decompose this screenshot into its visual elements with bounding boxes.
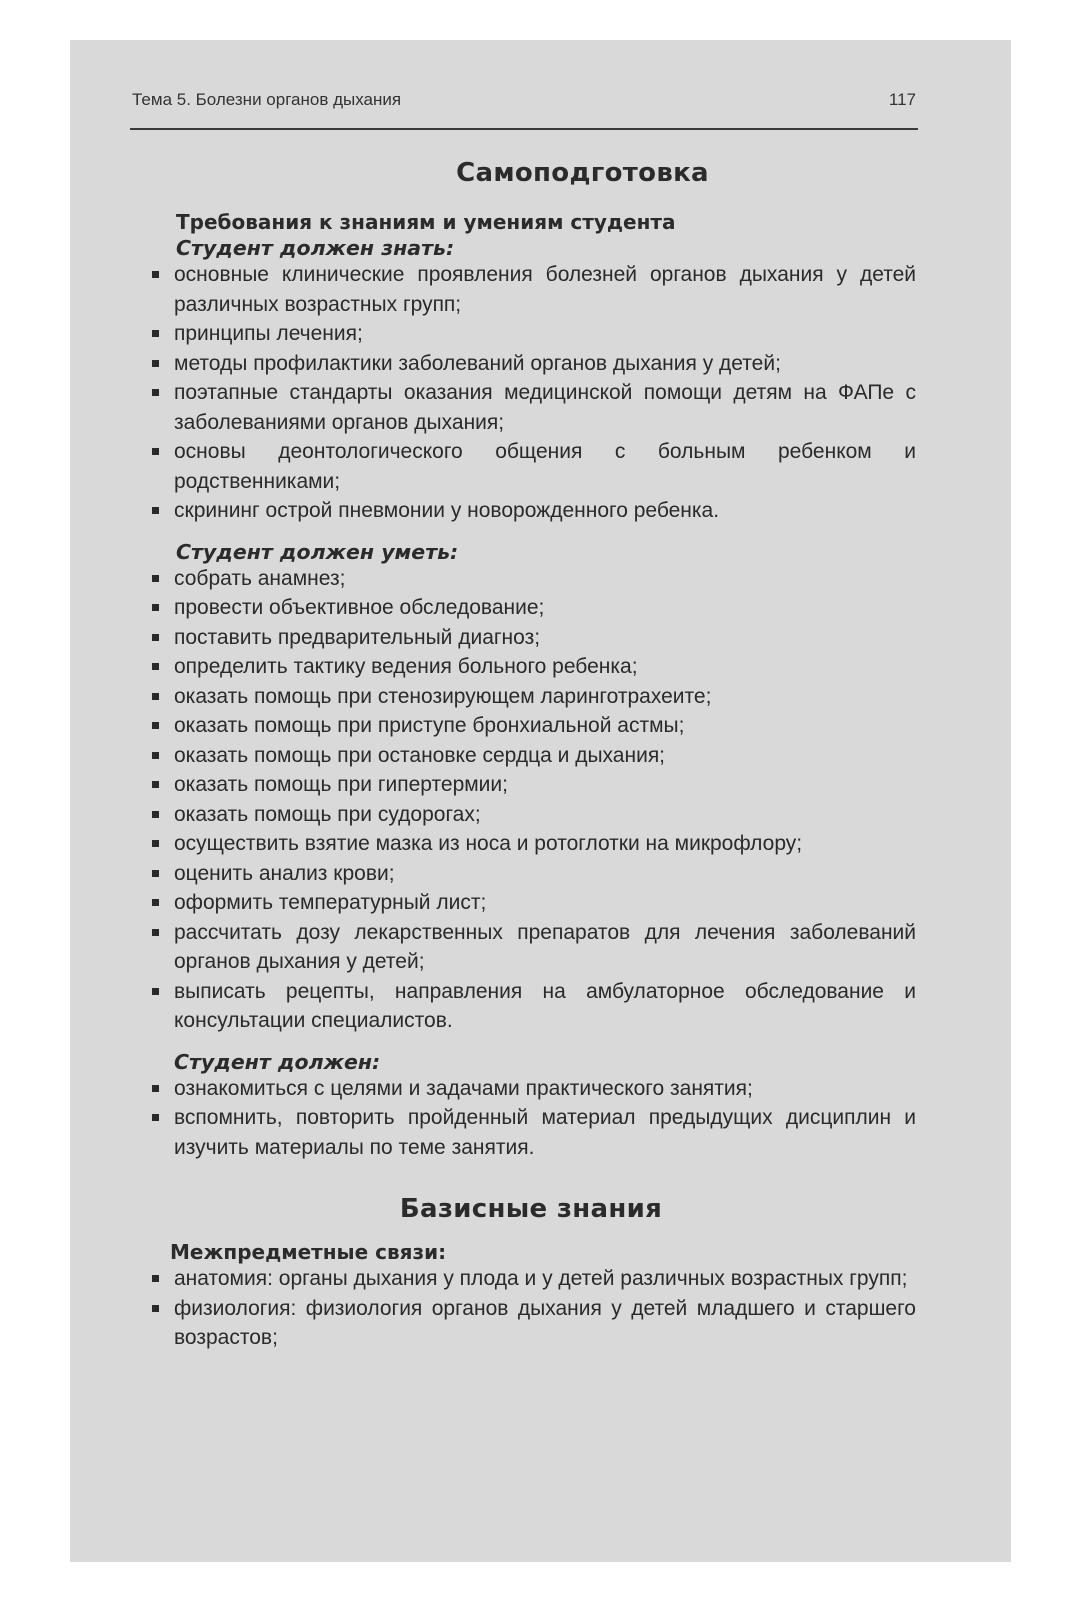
bullet-icon <box>152 604 159 611</box>
list-item-text: основы деонтологического общения с больным ребенком и родственниками; <box>174 440 916 493</box>
list-item <box>146 770 916 800</box>
list-item <box>146 1103 916 1162</box>
requirements-block <box>146 210 916 1353</box>
bullet-icon <box>152 1114 159 1121</box>
list-item-text: оказать помощь при гипертермии; <box>174 773 508 796</box>
list-item-text: оказать помощь при судорогах; <box>174 802 481 826</box>
requirements-subtitle: Требования к знаниям и умениям студента <box>176 210 676 234</box>
bullet-icon <box>152 722 159 729</box>
bullet-icon <box>152 1085 159 1092</box>
list-item <box>146 319 916 349</box>
list-item-text: принципы лечения; <box>174 322 363 345</box>
list-item <box>146 977 916 1036</box>
scanned-page <box>70 40 1011 1562</box>
list-item-text: анатомия: органы дыхания у плода и у детей различных возрастных групп; <box>174 1267 908 1290</box>
list-item-text: оказать помощь при остановке сердца и дыхания; <box>174 743 666 767</box>
list-item-text: выписать рецепты, направления на амбулаторное обследование и консультации специалистов. <box>174 979 916 1032</box>
interdisciplinary-list <box>146 1264 916 1353</box>
list-item <box>146 1294 916 1353</box>
list-item <box>146 652 916 682</box>
list-item <box>146 918 916 977</box>
running-header <box>132 90 916 116</box>
page-number: 117 <box>888 90 916 109</box>
list-item <box>146 564 916 594</box>
list-item <box>146 496 916 526</box>
list-item-text: осуществить взятие мазка из носа и ротоглотки на микрофлору; <box>174 832 803 855</box>
list-item <box>146 593 916 623</box>
list-item-text: провести объективное обследование; <box>174 596 545 619</box>
bullet-icon <box>152 929 159 936</box>
list-item <box>146 378 916 437</box>
list-item-text: ознакомиться с целями и задачами практического занятия; <box>174 1076 753 1100</box>
list-item <box>146 682 916 712</box>
know-list <box>146 260 916 526</box>
list-item-text: методы профилактики заболеваний органов дыхания у детей; <box>174 351 781 375</box>
list-item-text: определить тактику ведения больного ребенка; <box>174 655 638 678</box>
must-heading: Студент должен: <box>174 1049 381 1074</box>
list-item <box>146 859 916 889</box>
list-item <box>146 349 916 379</box>
list-item-text: поставить предварительный диагноз; <box>174 625 541 649</box>
bullet-icon <box>152 1275 159 1282</box>
can-list <box>146 564 916 1036</box>
bullet-icon <box>152 899 159 906</box>
list-item <box>146 623 916 653</box>
bullet-icon <box>152 752 159 759</box>
list-item-text: оценить анализ крови; <box>174 861 395 885</box>
bullet-icon <box>152 360 159 367</box>
bullet-icon <box>152 271 159 278</box>
list-item-text: физиология: физиология органов дыхания у детей младшего и старшего возрастов; <box>174 1296 916 1349</box>
list-item-text: скрининг острой пневмонии у новорожденного ребенка. <box>174 499 720 522</box>
list-item-text: вспомнить, повторить пройденный материал предыдущих дисциплин и изучить материалы по теме занятия. <box>174 1106 916 1159</box>
list-item <box>146 800 916 830</box>
bullet-icon <box>152 840 159 847</box>
interdisciplinary-heading: Межпредметные связи: <box>170 1240 447 1264</box>
list-item-text: рассчитать дозу лекарственных препаратов для лечения заболеваний органов дыхания у детей; <box>174 920 916 973</box>
bullet-icon <box>152 634 159 641</box>
list-item <box>146 888 916 918</box>
bullet-icon <box>152 988 159 995</box>
can-heading: Студент должен уметь: <box>176 539 459 564</box>
bullet-icon <box>152 330 159 337</box>
list-item-text: оказать помощь при стенозирующем ларинготрахеите; <box>174 684 712 708</box>
list-item <box>146 437 916 496</box>
bullet-icon <box>152 781 159 788</box>
list-item-text: поэтапные стандарты оказания медицинской помощи детям на ФАПе с заболеваниями органов дыхания; <box>174 381 916 434</box>
list-item <box>146 741 916 771</box>
bullet-icon <box>152 575 159 582</box>
list-item <box>146 260 916 319</box>
header-rule <box>130 128 918 130</box>
list-item-text: основные клинические проявления болезней органов дыхания у детей различных возрастных групп; <box>174 263 916 316</box>
list-item <box>146 1264 916 1294</box>
section-title-basic-knowledge: Базисные знания <box>399 1194 663 1224</box>
list-item-text: оформить температурный лист; <box>174 891 487 914</box>
must-list <box>146 1074 916 1163</box>
bullet-icon <box>152 448 159 455</box>
bullet-icon <box>152 870 159 877</box>
know-heading: Студент должен знать: <box>176 236 455 260</box>
list-item-text: оказать помощь при приступе бронхиальной астмы; <box>174 714 685 737</box>
bullet-icon <box>152 507 159 514</box>
bullet-icon <box>152 1305 159 1312</box>
list-item <box>146 1074 916 1104</box>
list-item <box>146 711 916 741</box>
section-title-selfprep: Самоподготовка <box>456 158 709 188</box>
bullet-icon <box>152 389 159 396</box>
bullet-icon <box>152 663 159 670</box>
bullet-icon <box>152 811 159 818</box>
bullet-icon <box>152 693 159 700</box>
list-item <box>146 829 916 859</box>
list-item-text: собрать анамнез; <box>174 566 346 590</box>
running-title: Тема 5. Болезни органов дыхания <box>132 90 402 109</box>
